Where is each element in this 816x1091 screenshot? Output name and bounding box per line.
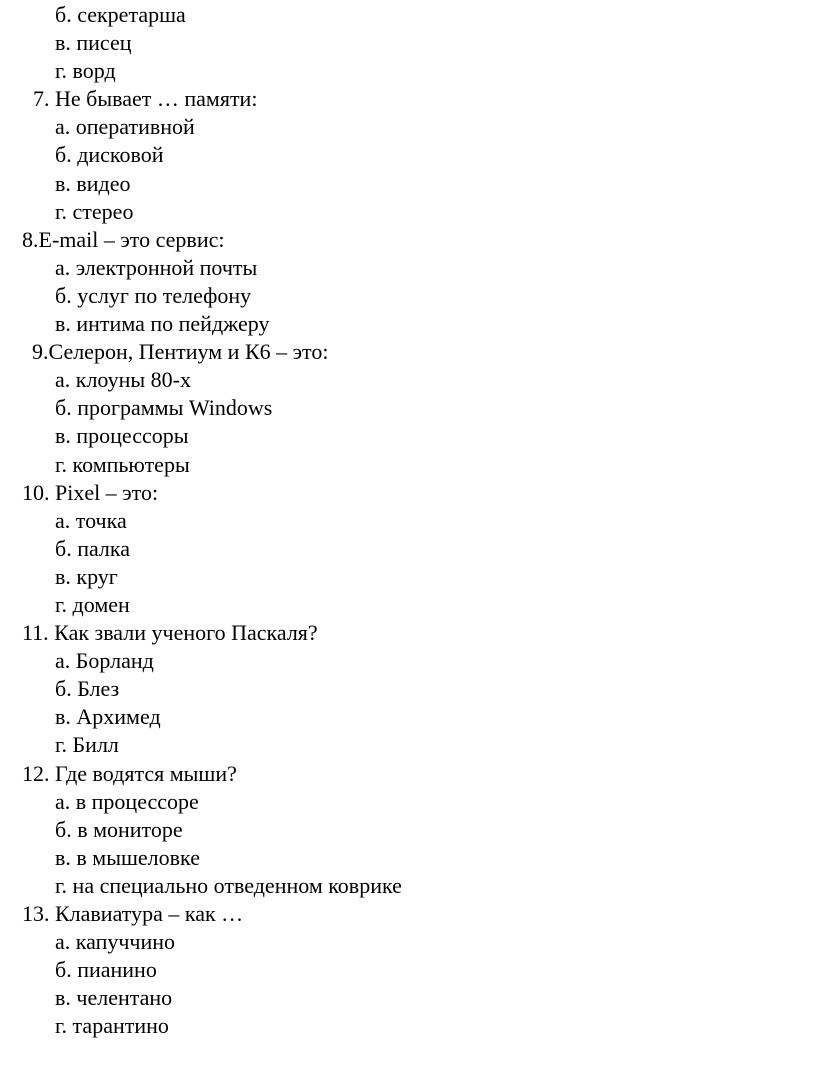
answer-option: г. Билл (55, 732, 119, 758)
answer-option: а. точка (55, 507, 127, 533)
answer-option: б. дисковой (55, 142, 164, 168)
answer-option: в. интима по пейджеру (55, 311, 270, 337)
answer-option: г. ворд (55, 58, 116, 84)
answer-option: г. компьютеры (55, 451, 190, 477)
answer-option: г. на специально отведенном коврике (55, 872, 402, 898)
answer-option: г. тарантино (55, 1013, 169, 1039)
answer-option: в. писец (55, 30, 132, 56)
answer-option: в. в мышеловке (55, 844, 200, 870)
question-text: 9.Селерон, Пентиум и К6 – это: (32, 339, 329, 365)
answer-option: а. Борланд (55, 648, 154, 674)
answer-option: а. оперативной (55, 114, 195, 140)
answer-option: в. Архимед (55, 704, 161, 730)
answer-option: в. челентано (55, 985, 173, 1011)
answer-option: в. видео (55, 170, 131, 196)
answer-option: б. палка (55, 535, 131, 561)
answer-option: г. домен (55, 591, 130, 617)
question-text: 10. Pixel – это: (22, 479, 159, 505)
answer-option: в. процессоры (55, 423, 189, 449)
question-text: 11. Как звали ученого Паскаля? (22, 620, 318, 646)
answer-option: б. услуг по телефону (55, 282, 252, 308)
answer-option: а. в процессоре (55, 788, 199, 814)
question-text: 13. Клавиатура – как … (22, 901, 244, 926)
question-text: 7. Не бывает … памяти: (33, 86, 258, 112)
quiz-document (0, 1, 402, 1040)
answer-option: б. программы Windows (55, 395, 273, 421)
answer-option: а. капуччино (55, 929, 176, 955)
question-text: 12. Где водятся мыши? (22, 760, 237, 786)
question-text: 8.E-mail – это сервис: (22, 226, 225, 252)
answer-option: б. в мониторе (55, 816, 183, 842)
answer-option: б. пианино (55, 957, 157, 983)
answer-option: г. стерео (55, 198, 134, 224)
answer-option: в. круг (55, 563, 118, 589)
answer-option: б. секретарша (55, 2, 186, 27)
answer-option: б. Блез (55, 676, 120, 702)
answer-option: а. электронной почты (55, 254, 258, 280)
answer-option: а. клоуны 80-х (55, 367, 191, 393)
